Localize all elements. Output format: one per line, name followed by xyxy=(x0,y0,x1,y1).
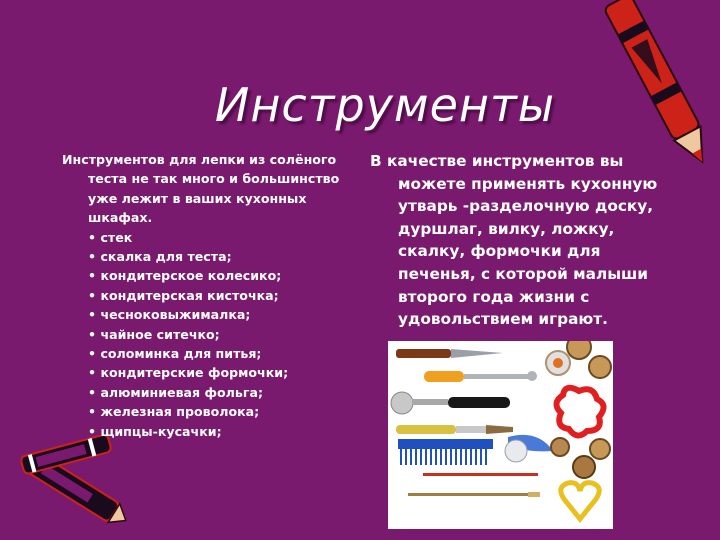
list-item: • железная проволока; xyxy=(88,402,362,421)
comb-icon xyxy=(398,439,493,465)
knife-icon xyxy=(396,349,503,358)
list-item: • кондитерские формочки; xyxy=(88,363,362,382)
stack-tool-icon xyxy=(424,371,537,382)
list-item: • чайное ситечко; xyxy=(88,325,362,344)
list-item: • соломинка для питья; xyxy=(88,344,362,363)
crayon-icon xyxy=(0,430,130,540)
tools-photo xyxy=(388,341,613,529)
left-intro: Инструментов для лепки из солёного теста не так много и большинство уже лежит в ваших кухонных шкафах. xyxy=(62,152,340,226)
list-item: • кондитерская кисточка; xyxy=(88,286,362,305)
pastry-wheel-icon xyxy=(391,392,510,414)
list-item: • стек xyxy=(88,228,362,247)
slide-title: Инструменты xyxy=(214,78,556,132)
rod-icon xyxy=(423,473,538,476)
thin-brush-icon xyxy=(408,492,540,497)
list-item: • скалка для теста; xyxy=(88,247,362,266)
list-item: • щипцы-кусачки; xyxy=(88,422,362,441)
list-item: • кондитерское колесико; xyxy=(88,266,362,285)
scoop-icon xyxy=(505,435,553,462)
brush-icon xyxy=(396,425,513,434)
right-text-block: В качестве инструментов вы можете применять кухонную утварь -разделочную доску, дуршлаг, вилку, ложку, скалку, формочки для печенья, с которой малыши второго года жизни с удовольствием играют. xyxy=(370,152,658,329)
tools-list xyxy=(62,228,362,441)
left-text-block xyxy=(62,150,362,441)
cookie-cutters-icon xyxy=(546,341,611,519)
list-item: • чесноковыжималка; xyxy=(88,305,362,324)
list-item: • алюминиевая фольга; xyxy=(88,383,362,402)
